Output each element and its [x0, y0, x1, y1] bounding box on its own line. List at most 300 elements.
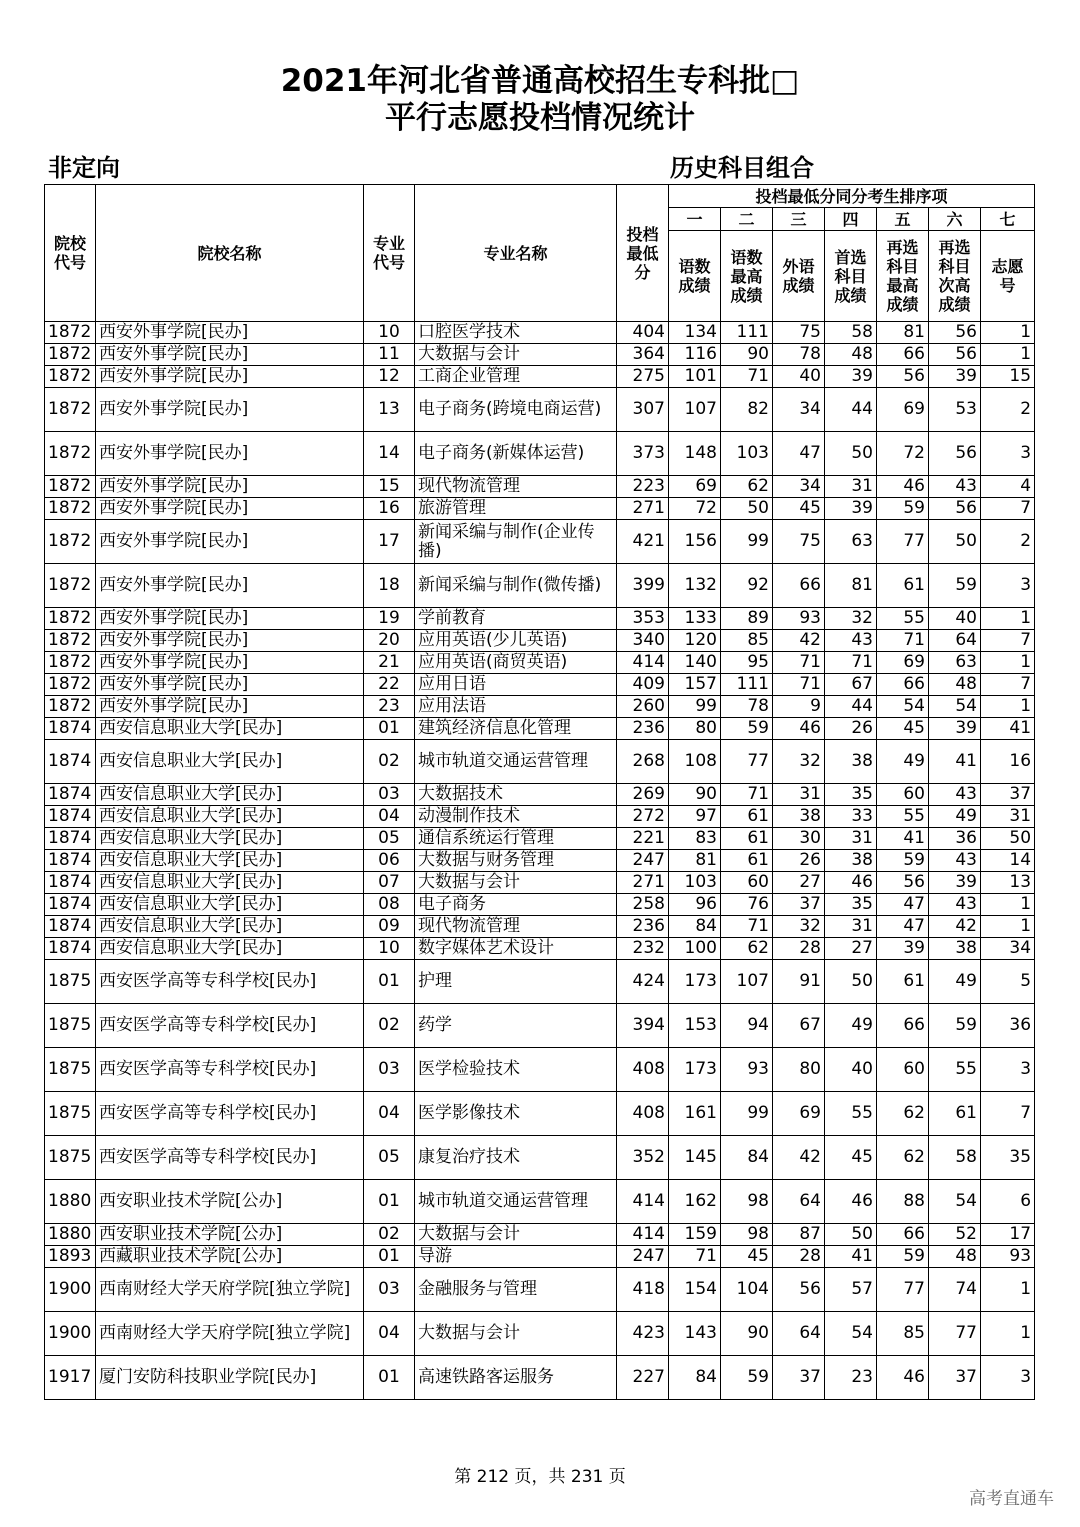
major-code-cell: 22	[364, 674, 415, 696]
first-subject-score-cell: 38	[825, 740, 877, 784]
second-subject-next-cell: 77	[929, 1312, 981, 1356]
school-name-cell: 西藏职业技术学院[公办]	[96, 1246, 364, 1268]
major-name-cell: 新闻采编与制作(企业传播)	[415, 520, 617, 564]
min-score-cell: 353	[617, 608, 669, 630]
table-row	[45, 960, 1035, 1004]
major-code-cell: 19	[364, 608, 415, 630]
table-row	[45, 630, 1035, 652]
major-code-cell: 07	[364, 872, 415, 894]
chinese-math-score-cell: 72	[669, 498, 721, 520]
min-score-cell: 414	[617, 1180, 669, 1224]
second-subject-next-cell: 52	[929, 1224, 981, 1246]
foreign-lang-score-cell: 71	[773, 652, 825, 674]
preference-number-cell: 14	[981, 850, 1035, 872]
second-subject-next-cell: 48	[929, 1246, 981, 1268]
chinese-math-score-cell: 154	[669, 1268, 721, 1312]
school-code-cell: 1875	[45, 1136, 96, 1180]
table-row	[45, 938, 1035, 960]
table-body	[45, 322, 1035, 1400]
first-subject-score-cell: 46	[825, 872, 877, 894]
school-name-cell: 西安职业技术学院[公办]	[96, 1224, 364, 1246]
school-name-cell: 西安信息职业大学[民办]	[96, 740, 364, 784]
major-name-cell: 城市轨道交通运营管理	[415, 740, 617, 784]
table-row	[45, 608, 1035, 630]
header-sort-caption: 投档最低分同分考生排序项	[669, 185, 1035, 208]
first-subject-score-cell: 40	[825, 1048, 877, 1092]
min-score-cell: 414	[617, 652, 669, 674]
table-row	[45, 476, 1035, 498]
major-code-cell: 05	[364, 828, 415, 850]
chinese-math-max-cell: 99	[721, 1092, 773, 1136]
school-name-cell: 西安信息职业大学[民办]	[96, 894, 364, 916]
second-subject-max-cell: 45	[877, 718, 929, 740]
major-name-cell: 医学影像技术	[415, 1092, 617, 1136]
chinese-math-score-cell: 108	[669, 740, 721, 784]
table-header	[45, 185, 1035, 322]
major-code-cell: 02	[364, 740, 415, 784]
preference-number-cell: 31	[981, 806, 1035, 828]
first-subject-score-cell: 81	[825, 564, 877, 608]
chinese-math-score-cell: 133	[669, 608, 721, 630]
second-subject-max-cell: 59	[877, 850, 929, 872]
school-name-cell: 西安医学高等专科学校[民办]	[96, 1136, 364, 1180]
foreign-lang-score-cell: 34	[773, 388, 825, 432]
major-name-cell: 大数据技术	[415, 784, 617, 806]
school-name-cell: 西安医学高等专科学校[民办]	[96, 1092, 364, 1136]
chinese-math-max-cell: 50	[721, 498, 773, 520]
first-subject-score-cell: 31	[825, 476, 877, 498]
major-name-cell: 医学检验技术	[415, 1048, 617, 1092]
foreign-lang-score-cell: 37	[773, 1356, 825, 1400]
second-subject-max-cell: 47	[877, 916, 929, 938]
chinese-math-max-cell: 61	[721, 828, 773, 850]
major-name-cell: 数字媒体艺术设计	[415, 938, 617, 960]
chinese-math-max-cell: 90	[721, 344, 773, 366]
first-subject-score-cell: 58	[825, 322, 877, 344]
school-name-cell: 西安外事学院[民办]	[96, 696, 364, 718]
foreign-lang-score-cell: 28	[773, 938, 825, 960]
major-code-cell: 01	[364, 960, 415, 1004]
school-code-cell: 1880	[45, 1180, 96, 1224]
table-row	[45, 1356, 1035, 1400]
school-name-cell: 西安信息职业大学[民办]	[96, 784, 364, 806]
chinese-math-max-cell: 61	[721, 850, 773, 872]
table-row	[45, 1004, 1035, 1048]
table-row	[45, 1268, 1035, 1312]
min-score-cell: 221	[617, 828, 669, 850]
table-row	[45, 1136, 1035, 1180]
school-code-cell: 1900	[45, 1312, 96, 1356]
header-order-6: 六	[929, 208, 981, 231]
min-score-cell: 424	[617, 960, 669, 1004]
second-subject-max-cell: 71	[877, 630, 929, 652]
second-subject-max-cell: 88	[877, 1180, 929, 1224]
page-number: 第 212 页，共 231 页	[454, 1467, 626, 1487]
major-code-cell: 02	[364, 1004, 415, 1048]
chinese-math-max-cell: 84	[721, 1136, 773, 1180]
foreign-lang-score-cell: 64	[773, 1312, 825, 1356]
chinese-math-max-cell: 99	[721, 520, 773, 564]
second-subject-max-cell: 41	[877, 828, 929, 850]
preference-number-cell: 35	[981, 1136, 1035, 1180]
min-score-cell: 394	[617, 1004, 669, 1048]
foreign-lang-score-cell: 56	[773, 1268, 825, 1312]
major-code-cell: 15	[364, 476, 415, 498]
second-subject-max-cell: 61	[877, 960, 929, 1004]
table-row	[45, 322, 1035, 344]
major-name-cell: 电子商务(跨境电商运营)	[415, 388, 617, 432]
foreign-lang-score-cell: 93	[773, 608, 825, 630]
table-row	[45, 1224, 1035, 1246]
first-subject-score-cell: 31	[825, 916, 877, 938]
table-row	[45, 366, 1035, 388]
major-name-cell: 动漫制作技术	[415, 806, 617, 828]
chinese-math-score-cell: 148	[669, 432, 721, 476]
min-score-cell: 271	[617, 498, 669, 520]
table-row	[45, 1312, 1035, 1356]
school-code-cell: 1893	[45, 1246, 96, 1268]
major-code-cell: 06	[364, 850, 415, 872]
chinese-math-max-cell: 77	[721, 740, 773, 784]
foreign-lang-score-cell: 31	[773, 784, 825, 806]
second-subject-next-cell: 56	[929, 432, 981, 476]
second-subject-next-cell: 39	[929, 872, 981, 894]
school-code-cell: 1872	[45, 630, 96, 652]
table-row	[45, 498, 1035, 520]
second-subject-next-cell: 64	[929, 630, 981, 652]
second-subject-max-cell: 66	[877, 674, 929, 696]
foreign-lang-score-cell: 47	[773, 432, 825, 476]
major-name-cell: 应用法语	[415, 696, 617, 718]
header-major-name: 专业名称	[415, 185, 617, 322]
header-sort-item-3: 外语成绩	[773, 231, 825, 322]
major-name-cell: 导游	[415, 1246, 617, 1268]
min-score-cell: 340	[617, 630, 669, 652]
school-code-cell: 1872	[45, 520, 96, 564]
school-code-cell: 1872	[45, 366, 96, 388]
foreign-lang-score-cell: 30	[773, 828, 825, 850]
major-name-cell: 通信系统运行管理	[415, 828, 617, 850]
first-subject-score-cell: 54	[825, 1312, 877, 1356]
preference-number-cell: 16	[981, 740, 1035, 784]
min-score-cell: 352	[617, 1136, 669, 1180]
second-subject-next-cell: 36	[929, 828, 981, 850]
school-code-cell: 1900	[45, 1268, 96, 1312]
school-name-cell: 西安信息职业大学[民办]	[96, 938, 364, 960]
second-subject-next-cell: 39	[929, 366, 981, 388]
school-code-cell: 1875	[45, 1092, 96, 1136]
chinese-math-max-cell: 111	[721, 674, 773, 696]
foreign-lang-score-cell: 66	[773, 564, 825, 608]
min-score-cell: 399	[617, 564, 669, 608]
min-score-cell: 258	[617, 894, 669, 916]
major-name-cell: 电子商务(新媒体运营)	[415, 432, 617, 476]
school-code-cell: 1874	[45, 894, 96, 916]
second-subject-max-cell: 62	[877, 1092, 929, 1136]
header-school-name: 院校名称	[96, 185, 364, 322]
school-code-cell: 1917	[45, 1356, 96, 1400]
header-school-code: 院校代号	[45, 185, 96, 322]
foreign-lang-score-cell: 37	[773, 894, 825, 916]
table-row	[45, 1246, 1035, 1268]
second-subject-max-cell: 66	[877, 344, 929, 366]
major-name-cell: 高速铁路客运服务	[415, 1356, 617, 1400]
second-subject-max-cell: 54	[877, 696, 929, 718]
major-code-cell: 20	[364, 630, 415, 652]
header-sort-item-2: 语数最高成绩	[721, 231, 773, 322]
school-code-cell: 1872	[45, 476, 96, 498]
chinese-math-score-cell: 140	[669, 652, 721, 674]
second-subject-max-cell: 55	[877, 608, 929, 630]
chinese-math-max-cell: 89	[721, 608, 773, 630]
min-score-cell: 223	[617, 476, 669, 498]
chinese-math-score-cell: 153	[669, 1004, 721, 1048]
major-name-cell: 应用英语(商贸英语)	[415, 652, 617, 674]
chinese-math-score-cell: 84	[669, 916, 721, 938]
preference-number-cell: 7	[981, 674, 1035, 696]
min-score-cell: 408	[617, 1092, 669, 1136]
major-name-cell: 大数据与会计	[415, 344, 617, 366]
school-code-cell: 1872	[45, 344, 96, 366]
foreign-lang-score-cell: 80	[773, 1048, 825, 1092]
preference-number-cell: 1	[981, 322, 1035, 344]
chinese-math-score-cell: 71	[669, 1246, 721, 1268]
second-subject-max-cell: 85	[877, 1312, 929, 1356]
preference-number-cell: 5	[981, 960, 1035, 1004]
min-score-cell: 307	[617, 388, 669, 432]
header-order-2: 二	[721, 208, 773, 231]
preference-number-cell: 3	[981, 1356, 1035, 1400]
min-score-cell: 232	[617, 938, 669, 960]
chinese-math-max-cell: 90	[721, 1312, 773, 1356]
school-code-cell: 1874	[45, 916, 96, 938]
school-name-cell: 西安外事学院[民办]	[96, 674, 364, 696]
second-subject-next-cell: 43	[929, 850, 981, 872]
chinese-math-max-cell: 107	[721, 960, 773, 1004]
chinese-math-score-cell: 103	[669, 872, 721, 894]
second-subject-max-cell: 59	[877, 1246, 929, 1268]
foreign-lang-score-cell: 38	[773, 806, 825, 828]
second-subject-next-cell: 74	[929, 1268, 981, 1312]
chinese-math-max-cell: 59	[721, 718, 773, 740]
second-subject-next-cell: 41	[929, 740, 981, 784]
header-order-5: 五	[877, 208, 929, 231]
second-subject-max-cell: 66	[877, 1224, 929, 1246]
school-name-cell: 西安医学高等专科学校[民办]	[96, 1048, 364, 1092]
foreign-lang-score-cell: 78	[773, 344, 825, 366]
preference-number-cell: 1	[981, 696, 1035, 718]
preference-number-cell: 34	[981, 938, 1035, 960]
preference-number-cell: 13	[981, 872, 1035, 894]
foreign-lang-score-cell: 27	[773, 872, 825, 894]
major-code-cell: 08	[364, 894, 415, 916]
table-row	[45, 652, 1035, 674]
foreign-lang-score-cell: 64	[773, 1180, 825, 1224]
table-row	[45, 828, 1035, 850]
header-sort-item-5: 再选科目最高成绩	[877, 231, 929, 322]
second-subject-next-cell: 58	[929, 1136, 981, 1180]
school-name-cell: 西安医学高等专科学校[民办]	[96, 960, 364, 1004]
first-subject-score-cell: 35	[825, 894, 877, 916]
major-code-cell: 10	[364, 938, 415, 960]
second-subject-next-cell: 61	[929, 1092, 981, 1136]
chinese-math-max-cell: 61	[721, 806, 773, 828]
chinese-math-score-cell: 81	[669, 850, 721, 872]
second-subject-next-cell: 49	[929, 960, 981, 1004]
chinese-math-max-cell: 76	[721, 894, 773, 916]
school-code-cell: 1875	[45, 960, 96, 1004]
first-subject-score-cell: 45	[825, 1136, 877, 1180]
chinese-math-max-cell: 85	[721, 630, 773, 652]
chinese-math-max-cell: 98	[721, 1180, 773, 1224]
school-name-cell: 西安外事学院[民办]	[96, 476, 364, 498]
table-row	[45, 432, 1035, 476]
preference-number-cell: 7	[981, 1092, 1035, 1136]
chinese-math-score-cell: 134	[669, 322, 721, 344]
major-name-cell: 建筑经济信息化管理	[415, 718, 617, 740]
table-row	[45, 1092, 1035, 1136]
second-subject-max-cell: 39	[877, 938, 929, 960]
first-subject-score-cell: 43	[825, 630, 877, 652]
foreign-lang-score-cell: 32	[773, 916, 825, 938]
major-code-cell: 04	[364, 1312, 415, 1356]
chinese-math-score-cell: 159	[669, 1224, 721, 1246]
school-name-cell: 西安外事学院[民办]	[96, 564, 364, 608]
school-name-cell: 西安外事学院[民办]	[96, 608, 364, 630]
header-sort-item-1: 语数成绩	[669, 231, 721, 322]
first-subject-score-cell: 41	[825, 1246, 877, 1268]
school-code-cell: 1872	[45, 388, 96, 432]
chinese-math-score-cell: 156	[669, 520, 721, 564]
major-code-cell: 03	[364, 1268, 415, 1312]
first-subject-score-cell: 23	[825, 1356, 877, 1400]
preference-number-cell: 3	[981, 1048, 1035, 1092]
school-name-cell: 西安职业技术学院[公办]	[96, 1180, 364, 1224]
foreign-lang-score-cell: 28	[773, 1246, 825, 1268]
school-name-cell: 西安外事学院[民办]	[96, 520, 364, 564]
school-code-cell: 1872	[45, 498, 96, 520]
major-code-cell: 01	[364, 718, 415, 740]
chinese-math-max-cell: 45	[721, 1246, 773, 1268]
first-subject-score-cell: 55	[825, 1092, 877, 1136]
header-sort-item-4: 首选科目成绩	[825, 231, 877, 322]
school-code-cell: 1872	[45, 696, 96, 718]
preference-number-cell: 93	[981, 1246, 1035, 1268]
min-score-cell: 421	[617, 520, 669, 564]
second-subject-next-cell: 53	[929, 388, 981, 432]
chinese-math-max-cell: 98	[721, 1224, 773, 1246]
foreign-lang-score-cell: 26	[773, 850, 825, 872]
second-subject-max-cell: 69	[877, 388, 929, 432]
chinese-math-max-cell: 59	[721, 1356, 773, 1400]
major-code-cell: 11	[364, 344, 415, 366]
min-score-cell: 227	[617, 1356, 669, 1400]
second-subject-next-cell: 43	[929, 894, 981, 916]
preference-number-cell: 2	[981, 520, 1035, 564]
foreign-lang-score-cell: 91	[773, 960, 825, 1004]
min-score-cell: 408	[617, 1048, 669, 1092]
major-code-cell: 01	[364, 1180, 415, 1224]
major-name-cell: 大数据与会计	[415, 1224, 617, 1246]
second-subject-next-cell: 54	[929, 696, 981, 718]
major-name-cell: 应用日语	[415, 674, 617, 696]
table-row	[45, 1180, 1035, 1224]
first-subject-score-cell: 44	[825, 696, 877, 718]
second-subject-max-cell: 46	[877, 1356, 929, 1400]
page-title-line1: 2021年河北省普通高校招生专科批□	[280, 63, 800, 99]
min-score-cell: 236	[617, 718, 669, 740]
first-subject-score-cell: 63	[825, 520, 877, 564]
second-subject-next-cell: 42	[929, 916, 981, 938]
chinese-math-max-cell: 95	[721, 652, 773, 674]
school-code-cell: 1872	[45, 564, 96, 608]
chinese-math-max-cell: 94	[721, 1004, 773, 1048]
foreign-lang-score-cell: 75	[773, 322, 825, 344]
second-subject-next-cell: 56	[929, 498, 981, 520]
preference-number-cell: 1	[981, 1268, 1035, 1312]
chinese-math-score-cell: 101	[669, 366, 721, 388]
major-name-cell: 现代物流管理	[415, 476, 617, 498]
major-name-cell: 学前教育	[415, 608, 617, 630]
school-name-cell: 西安外事学院[民办]	[96, 388, 364, 432]
school-code-cell: 1874	[45, 872, 96, 894]
preference-number-cell: 1	[981, 344, 1035, 366]
preference-number-cell: 36	[981, 1004, 1035, 1048]
second-subject-next-cell: 63	[929, 652, 981, 674]
second-subject-next-cell: 48	[929, 674, 981, 696]
chinese-math-max-cell: 92	[721, 564, 773, 608]
second-subject-max-cell: 59	[877, 498, 929, 520]
min-score-cell: 247	[617, 1246, 669, 1268]
preference-number-cell: 15	[981, 366, 1035, 388]
preference-number-cell: 1	[981, 1312, 1035, 1356]
chinese-math-max-cell: 71	[721, 366, 773, 388]
header-order-4: 四	[825, 208, 877, 231]
preference-number-cell: 6	[981, 1180, 1035, 1224]
major-code-cell: 04	[364, 1092, 415, 1136]
second-subject-max-cell: 77	[877, 1268, 929, 1312]
chinese-math-max-cell: 103	[721, 432, 773, 476]
table-row	[45, 916, 1035, 938]
first-subject-score-cell: 38	[825, 850, 877, 872]
preference-number-cell: 1	[981, 608, 1035, 630]
min-score-cell: 247	[617, 850, 669, 872]
foreign-lang-score-cell: 67	[773, 1004, 825, 1048]
chinese-math-score-cell: 132	[669, 564, 721, 608]
major-code-cell: 04	[364, 806, 415, 828]
admission-table	[44, 184, 1035, 1400]
first-subject-score-cell: 48	[825, 344, 877, 366]
chinese-math-max-cell: 62	[721, 938, 773, 960]
school-code-cell: 1872	[45, 608, 96, 630]
major-name-cell: 电子商务	[415, 894, 617, 916]
preference-number-cell: 2	[981, 388, 1035, 432]
chinese-math-score-cell: 84	[669, 1356, 721, 1400]
subtitle-plan-type: 非定向	[48, 154, 120, 182]
table-row	[45, 696, 1035, 718]
chinese-math-max-cell: 71	[721, 916, 773, 938]
second-subject-next-cell: 56	[929, 322, 981, 344]
major-code-cell: 12	[364, 366, 415, 388]
table-row	[45, 850, 1035, 872]
major-name-cell: 大数据与财务管理	[415, 850, 617, 872]
preference-number-cell: 3	[981, 564, 1035, 608]
major-code-cell: 10	[364, 322, 415, 344]
min-score-cell: 404	[617, 322, 669, 344]
major-code-cell: 14	[364, 432, 415, 476]
min-score-cell: 272	[617, 806, 669, 828]
second-subject-max-cell: 61	[877, 564, 929, 608]
